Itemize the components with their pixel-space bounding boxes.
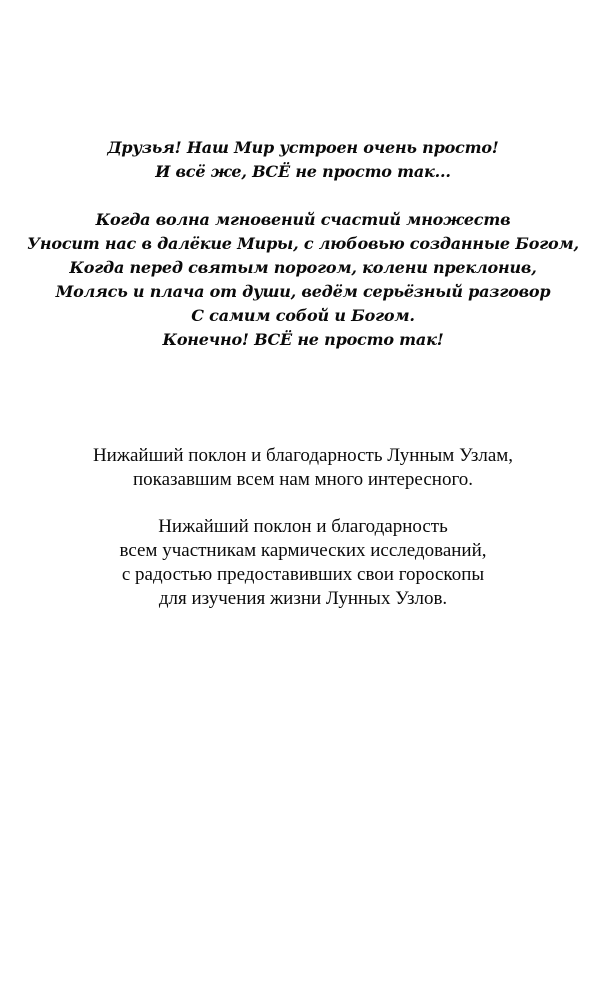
acknowledgement-paragraph-1 bbox=[0, 444, 606, 492]
epigraph-line: Когда волна мгновений счастий множеств bbox=[95, 210, 511, 229]
epigraph-line: Уносит нас в далёкие Миры, с любовью созданные Богом, bbox=[27, 234, 579, 253]
epigraph-line: И всё же, ВСЁ не просто так... bbox=[155, 162, 451, 181]
epigraph-line: Конечно! ВСЁ не просто так! bbox=[162, 330, 444, 349]
acknowledgement-line: с радостью предоставивших свои гороскопы bbox=[121, 564, 485, 585]
acknowledgement-line: Нижайший поклон и благодарность Лунным Узлам, bbox=[92, 445, 514, 466]
epigraph-stanza-2 bbox=[0, 208, 606, 352]
epigraph-line: Друзья! Наш Мир устроен очень просто! bbox=[107, 138, 499, 157]
acknowledgement-line: Нижайший поклон и благодарность bbox=[158, 516, 448, 537]
acknowledgement-line: всем участникам кармических исследований, bbox=[119, 540, 487, 561]
acknowledgement-paragraph-2 bbox=[0, 515, 606, 611]
epigraph-line: С самим собой и Богом. bbox=[191, 306, 415, 325]
acknowledgement-line: для изучения жизни Лунных Узлов. bbox=[158, 588, 448, 609]
epigraph-line: Молясь и плача от души, ведём серьёзный разговор bbox=[55, 282, 551, 301]
epigraph-stanza-1 bbox=[0, 136, 606, 184]
acknowledgement-line: показавшим всем нам много интересного. bbox=[132, 469, 474, 490]
epigraph-line: Когда перед святым порогом, колени преклонив, bbox=[69, 258, 537, 277]
